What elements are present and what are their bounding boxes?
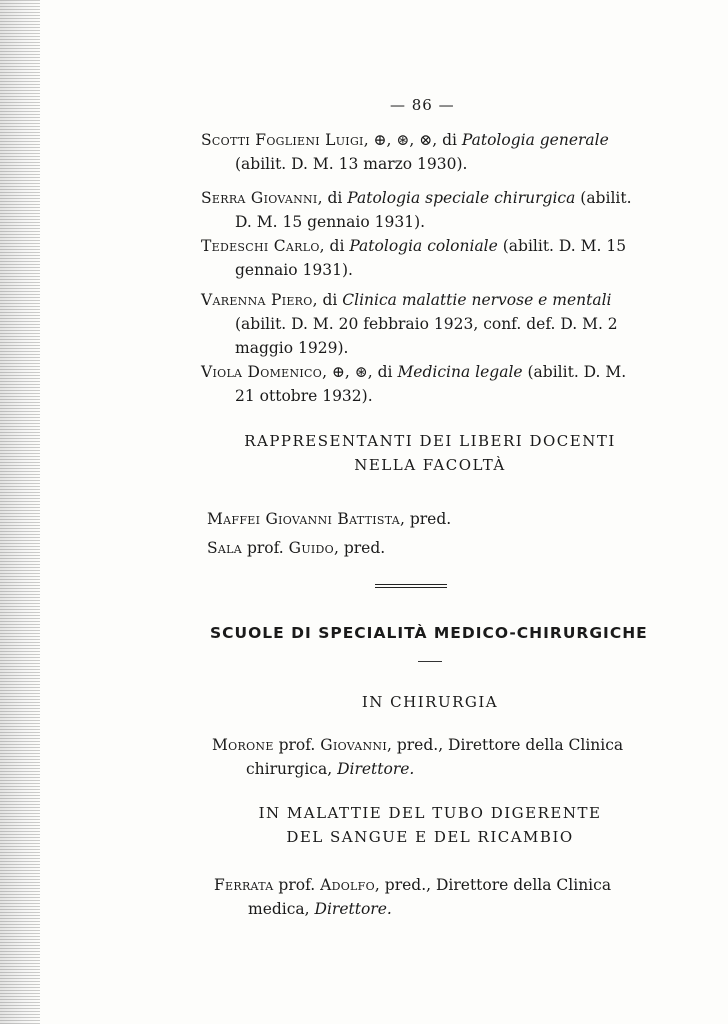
- docente-entry: [201, 128, 651, 176]
- rappresentante-entry: [207, 507, 451, 531]
- director-detail: , pred., Direttore della Clinica: [387, 736, 624, 754]
- director-title: prof.: [273, 736, 321, 754]
- heading-line: DEL SANGUE E DEL RICAMBIO: [286, 828, 574, 846]
- heading-line: NELLA FACOLTÀ: [354, 456, 506, 474]
- subject: Patologia speciale chirurgica: [347, 189, 576, 207]
- director-role: Direttore.: [314, 900, 392, 918]
- malattie-heading: [200, 804, 660, 846]
- docente-name: Scotti Foglieni Luigi: [201, 131, 364, 149]
- docente-name: Viola Domenico: [201, 363, 323, 381]
- section-divider: [375, 584, 447, 590]
- director-detail: , pred., Direttore della Clinica: [374, 876, 612, 894]
- honors: ,: [319, 237, 325, 255]
- honors: , ⊕, ⊛, ⊗,: [363, 131, 438, 149]
- director-surname: Ferrata: [214, 876, 274, 894]
- honors: , ⊕, ⊛,: [322, 363, 373, 381]
- entry-line2: (abilit. D. M. 13 marzo 1930).: [235, 155, 468, 173]
- subject: Medicina legale: [397, 363, 523, 381]
- detail: (abilit. D. M. 15: [497, 237, 627, 255]
- director-surname: Morone: [212, 736, 274, 754]
- docente-entry: [201, 360, 651, 408]
- preposition: di: [322, 189, 348, 207]
- docente-name: Serra Giovanni: [201, 189, 318, 207]
- entry-line3: maggio 1929).: [235, 339, 349, 357]
- chirurgia-heading: IN CHIRURGIA: [361, 693, 499, 711]
- member-first-name: Guido: [288, 539, 334, 557]
- detail: (abilit.: [575, 189, 632, 207]
- chirurgia-director: [212, 733, 662, 781]
- member-title: prof.: [242, 539, 289, 557]
- docente-entry: [201, 288, 651, 360]
- preposition: di: [437, 131, 462, 149]
- honors: ,: [312, 291, 318, 309]
- malattie-director: [214, 873, 664, 921]
- entry-line2: (abilit. D. M. 20 febbraio 1923, conf. def. D. M. 2: [235, 315, 618, 333]
- preposition: di: [324, 237, 350, 255]
- docente-entry: [201, 234, 651, 282]
- preposition: di: [317, 291, 343, 309]
- director-first-name: Giovanni: [320, 736, 387, 754]
- subject: Clinica malattie nervose e mentali: [342, 291, 612, 309]
- rappresentanti-heading: [200, 432, 660, 474]
- title-rule: [418, 661, 442, 662]
- member-name: Maffei Giovanni Battista: [207, 510, 400, 528]
- scuole-title: SCUOLE DI SPECIALITÀ MEDICO-CHIRURGICHE: [210, 624, 648, 642]
- detail: (abilit. D. M.: [522, 363, 627, 381]
- clinic-name: chirurgica,: [246, 760, 338, 778]
- docente-name: Varenna Piero: [201, 291, 313, 309]
- clinic-name: medica,: [248, 900, 315, 918]
- director-first-name: Adolfo: [320, 876, 375, 894]
- page-number: — 86 —: [390, 96, 455, 114]
- subject: Patologia coloniale: [349, 237, 498, 255]
- member-surname: Sala: [207, 539, 243, 557]
- entry-line2: D. M. 15 gennaio 1931).: [235, 213, 426, 231]
- entry-line2: 21 ottobre 1932).: [235, 387, 373, 405]
- member-role: , pred.: [334, 539, 386, 557]
- rappresentante-entry: [207, 536, 385, 560]
- preposition: di: [372, 363, 398, 381]
- heading-line: IN MALATTIE DEL TUBO DIGERENTE: [258, 804, 602, 822]
- director-title: prof.: [273, 876, 321, 894]
- director-role: Direttore.: [337, 760, 415, 778]
- docente-name: Tedeschi Carlo: [201, 237, 320, 255]
- entry-line2: gennaio 1931).: [235, 261, 353, 279]
- member-role: , pred.: [399, 510, 452, 528]
- docente-entry: [201, 186, 651, 234]
- subject: Patologia generale: [461, 131, 609, 149]
- honors: ,: [317, 189, 323, 207]
- heading-line: RAPPRESENTANTI DEI LIBERI DOCENTI: [244, 432, 616, 450]
